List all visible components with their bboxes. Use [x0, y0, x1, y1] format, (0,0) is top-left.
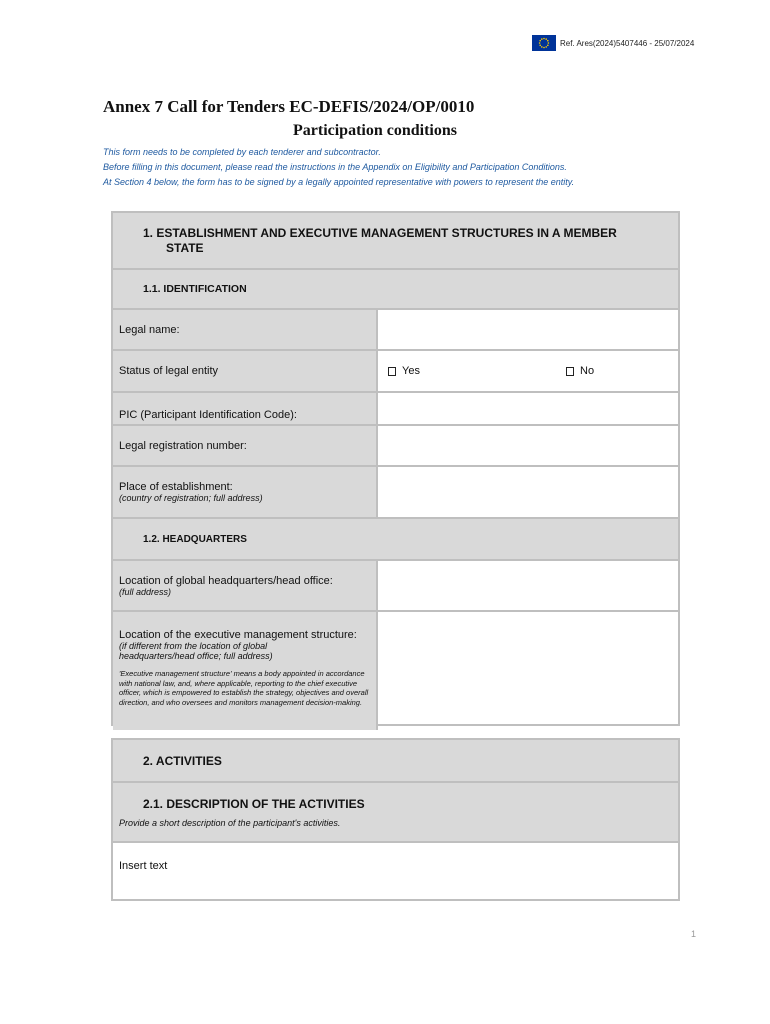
yes-label: Yes — [402, 365, 420, 377]
status-row — [113, 351, 678, 393]
place-hint: (country of registration; full address) — [119, 493, 263, 503]
legal-name-label-text: Legal name: — [119, 323, 180, 336]
intro-line: Before filling in this document, please read the instructions in the Appendix on Eligibility and Participation Conditions. — [103, 162, 567, 172]
global-hq-field[interactable] — [378, 561, 678, 610]
document-title: Annex 7 Call for Tenders EC-DEFIS/2024/OP/0010 — [103, 97, 475, 116]
reference-number: Ref. Ares(2024)5407446 - 25/07/2024 — [560, 38, 695, 48]
executive-hint: (if different from the location of global — [119, 641, 268, 651]
place-label — [113, 467, 378, 517]
pic-row — [113, 393, 678, 426]
page-number: 1 — [691, 929, 697, 939]
legal-name-field[interactable] — [378, 310, 678, 349]
global-hq-label — [113, 561, 378, 610]
headquarters-heading — [113, 519, 678, 561]
eu-flag-icon — [532, 35, 556, 51]
description-heading — [113, 783, 678, 843]
pic-field[interactable] — [378, 393, 678, 424]
reference-stamp — [532, 35, 694, 51]
section-1-heading-line1: 1. ESTABLISHMENT AND EXECUTIVE MANAGEMENT STRUCTURES IN A MEMBER — [143, 225, 617, 240]
registration-row — [113, 426, 678, 467]
registration-label-text: Legal registration number: — [119, 439, 247, 452]
executive-field[interactable] — [378, 612, 678, 730]
status-label — [113, 351, 378, 391]
section-1-heading — [113, 213, 678, 270]
pic-label-text: PIC (Participant Identification Code): — [119, 409, 297, 421]
executive-row — [113, 612, 678, 730]
intro-instructions — [103, 146, 703, 191]
document-subtitle: Participation conditions — [292, 122, 457, 139]
global-hq-row — [113, 561, 678, 612]
pic-label — [113, 393, 378, 424]
section-1-table — [111, 211, 680, 726]
registration-field[interactable] — [378, 426, 678, 465]
legal-name-label — [113, 310, 378, 349]
status-no-option[interactable] — [566, 365, 594, 377]
status-label-text: Status of legal entity — [119, 365, 219, 377]
identification-heading-text: 1.1. IDENTIFICATION — [143, 283, 247, 295]
checkbox-icon[interactable] — [388, 367, 396, 376]
place-field[interactable] — [378, 467, 678, 517]
checkbox-icon[interactable] — [566, 367, 574, 376]
executive-hint: headquarters/head office; full address) — [119, 651, 273, 661]
place-row — [113, 467, 678, 519]
executive-note: 'Executive management structure' means a body appointed in accordance with national law, and, where applicable, reporting to the chief executive officer, which is empowered to establish the strategy, objectives and overall direction, and who oversees and monitors management decision-making. — [119, 669, 369, 707]
place-label-text: Place of establishment: — [119, 481, 233, 493]
insert-text-placeholder[interactable]: Insert text — [119, 860, 168, 872]
intro-line: At Section 4 below, the form has to be signed by a legally appointed representative with powers to represent the entity. — [103, 177, 575, 187]
registration-label — [113, 426, 378, 465]
executive-label-text: Location of the executive management structure: — [119, 629, 357, 641]
status-options — [378, 351, 678, 391]
identification-heading — [113, 270, 678, 310]
intro-line: This form needs to be completed by each tenderer and subcontractor. — [103, 147, 381, 157]
description-hint: Provide a short description of the participant's activities. — [119, 817, 341, 828]
section-1-heading-line2: STATE — [166, 240, 204, 255]
section-2-table — [111, 738, 680, 901]
global-hq-hint: (full address) — [119, 586, 172, 597]
status-yes-option[interactable] — [388, 365, 566, 377]
executive-label — [113, 612, 378, 730]
activities-heading-text: 2. ACTIVITIES — [143, 753, 222, 768]
activities-input-row[interactable] — [113, 843, 678, 899]
activities-heading — [113, 740, 678, 783]
no-label: No — [580, 365, 595, 377]
headquarters-heading-text: 1.2. HEADQUARTERS — [143, 533, 247, 545]
description-heading-text: 2.1. DESCRIPTION OF THE ACTIVITIES — [143, 796, 365, 811]
legal-name-row — [113, 310, 678, 351]
global-hq-label-text: Location of global headquarters/head office: — [119, 574, 333, 587]
